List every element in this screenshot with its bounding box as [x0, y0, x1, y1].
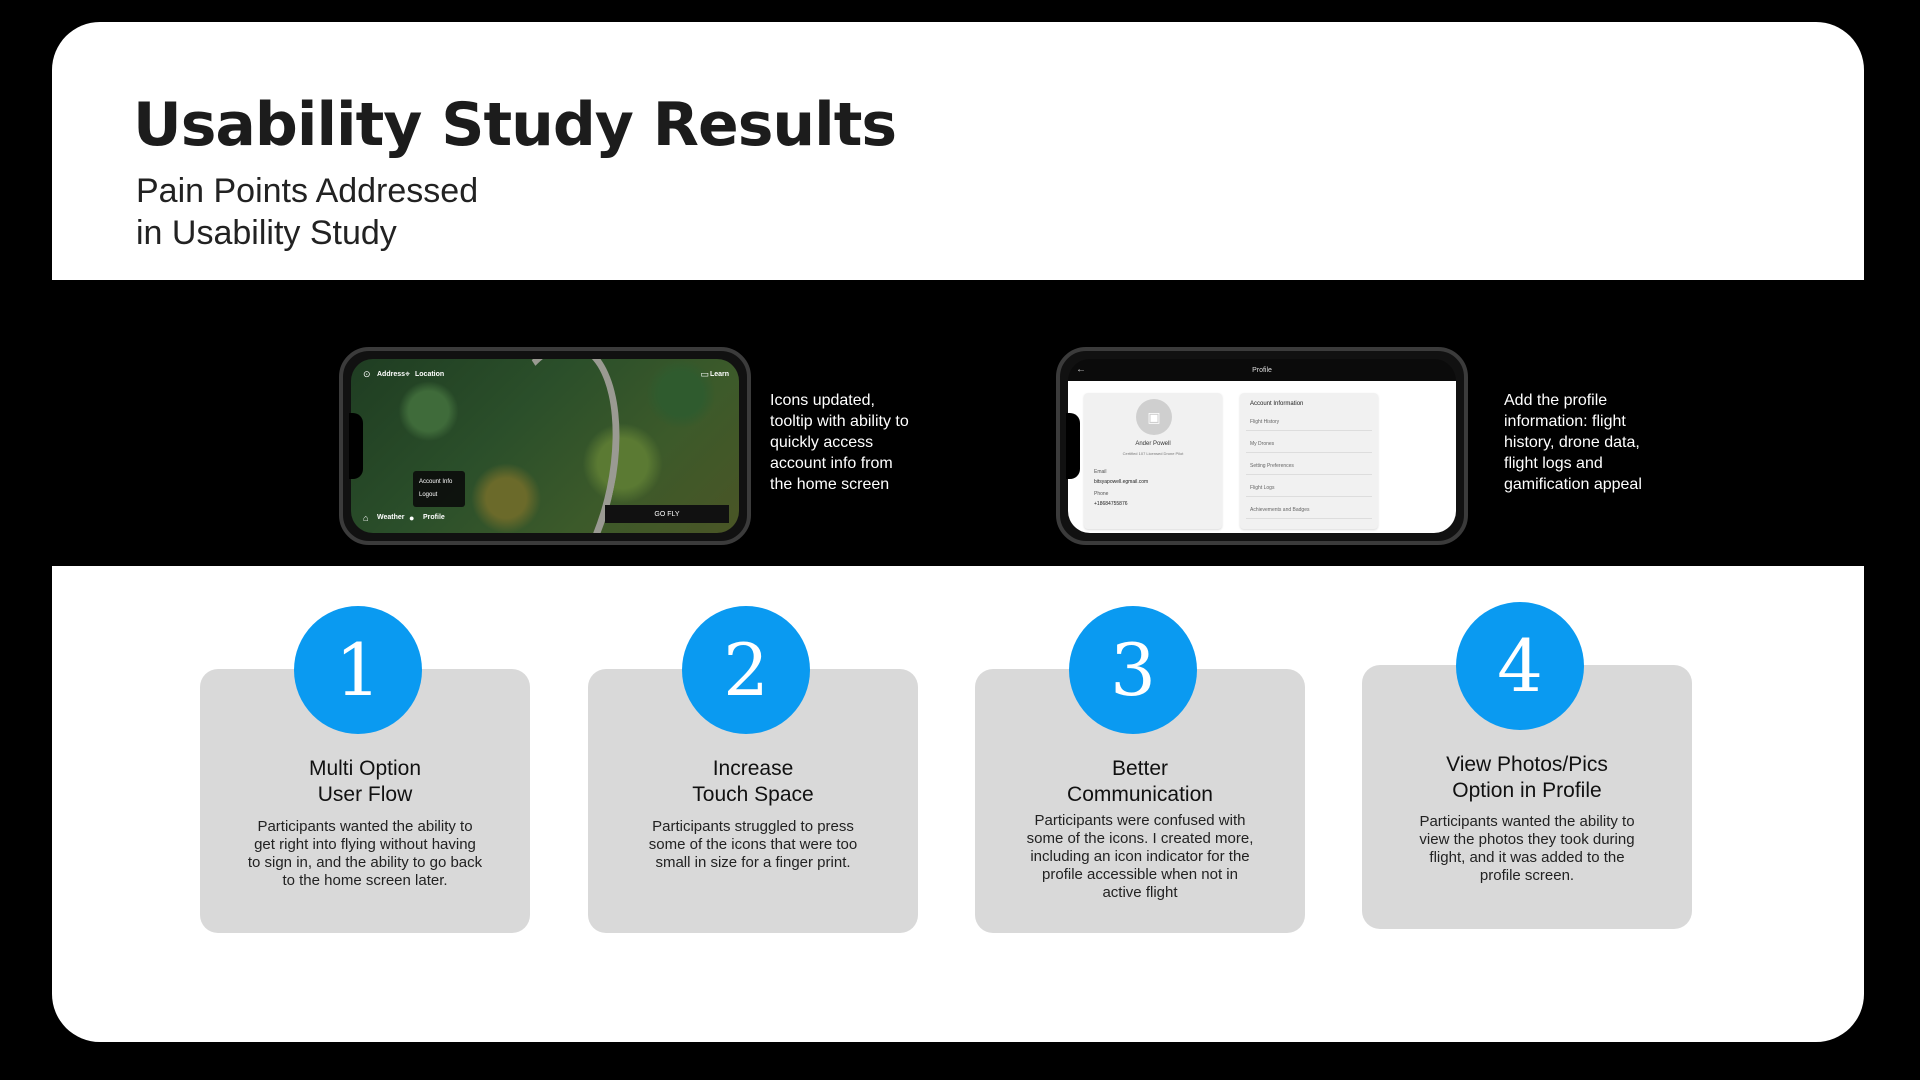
- tooltip-account-info[interactable]: Account Info: [419, 479, 453, 485]
- page-title: Usability Study Results: [133, 90, 897, 160]
- drone-location-icon[interactable]: ⌖: [405, 369, 411, 379]
- profile-certification: Certified 107 Licensed Drone Pilot: [1122, 451, 1184, 456]
- title-line: Touch Space: [692, 783, 814, 806]
- account-item-achievements[interactable]: Achievements and Badges: [1246, 501, 1372, 519]
- profile-screen: [1068, 359, 1456, 533]
- title-line: Option in Profile: [1452, 779, 1602, 802]
- body-line: Participants wanted the ability to: [1419, 813, 1635, 830]
- number-badge-1: 1: [294, 606, 422, 734]
- title-line: Better: [1111, 757, 1169, 780]
- address-label[interactable]: Address: [377, 371, 406, 378]
- back-arrow-icon[interactable]: ←: [1076, 364, 1086, 375]
- body-line: small in size for a finger print.: [655, 854, 851, 871]
- note-line: information: flight: [1504, 413, 1626, 430]
- body-line: to sign in, and the ability to go back: [247, 854, 483, 871]
- body-line: including an icon indicator for the: [1030, 848, 1250, 865]
- note-line: quickly access: [770, 434, 874, 451]
- note-line: the home screen: [770, 476, 890, 493]
- profile-mockup-note: [1504, 390, 1642, 495]
- body-line: some of the icons. I created more,: [1026, 830, 1254, 847]
- body-line: Participants struggled to press: [652, 818, 854, 835]
- body-line: Participants wanted the ability to: [257, 818, 473, 835]
- email-value: bitsyapowell.egmail.com: [1094, 479, 1149, 485]
- phone-notch: [1066, 413, 1080, 479]
- account-info-header: Account Information: [1250, 401, 1304, 407]
- title-line: Communication: [1067, 783, 1213, 806]
- note-line: Add the profile: [1504, 392, 1608, 409]
- body-line: view the photos they took during: [1419, 831, 1635, 848]
- pain-point-title-2: [588, 756, 918, 808]
- pain-point-title-1: [200, 756, 530, 808]
- body-line: active flight: [1102, 884, 1178, 901]
- title-line: User Flow: [317, 783, 413, 806]
- subtitle-line-2: in Usability Study: [136, 214, 397, 252]
- profile-name: Ander Powell: [1135, 441, 1171, 447]
- body-line: get right into flying without having: [254, 836, 476, 853]
- account-item-settings[interactable]: Setting Preferences: [1246, 457, 1372, 475]
- number-badge-4: 4: [1456, 602, 1584, 730]
- note-line: tooltip with ability to: [770, 413, 909, 430]
- page-subtitle: [136, 170, 478, 254]
- body-line: to the home screen later.: [282, 872, 448, 889]
- body-line: flight, and it was added to the: [1429, 849, 1625, 866]
- home-weather-icon[interactable]: ⌂: [363, 513, 369, 523]
- pain-point-title-4: [1362, 752, 1692, 804]
- body-line: profile accessible when not in: [1042, 866, 1238, 883]
- subtitle-line-1: Pain Points Addressed: [136, 172, 479, 210]
- note-line: Icons updated,: [770, 392, 875, 409]
- pain-point-body-2: [608, 818, 898, 872]
- note-line: history, drone data,: [1504, 434, 1640, 451]
- learn-label[interactable]: Learn: [709, 371, 729, 378]
- note-line: flight logs and: [1504, 455, 1603, 472]
- home-screen-mockup: [339, 347, 751, 545]
- profile-label[interactable]: Profile: [423, 514, 445, 521]
- number-badge-2: 2: [682, 606, 810, 734]
- slide-card: [52, 22, 1864, 1042]
- home-screen: [351, 359, 739, 533]
- pain-point-title-3: [975, 756, 1305, 808]
- title-line: View Photos/Pics: [1446, 753, 1608, 776]
- home-mockup-note: [770, 390, 909, 495]
- number-badge-3: 3: [1069, 606, 1197, 734]
- phone-label: Phone: [1094, 491, 1109, 497]
- title-line: Increase: [712, 757, 794, 780]
- title-line: Multi Option: [308, 757, 422, 780]
- pin-icon[interactable]: ⊙: [363, 369, 371, 379]
- profile-card: [1084, 393, 1222, 529]
- profile-screen-title: Profile: [1252, 366, 1272, 374]
- account-tooltip: [413, 471, 465, 507]
- account-item-flight-history[interactable]: Flight History: [1246, 413, 1372, 431]
- profile-topbar: [1068, 359, 1456, 381]
- note-line: gamification appeal: [1504, 476, 1642, 493]
- pain-point-body-3: [995, 812, 1285, 902]
- pain-point-body-1: [220, 818, 510, 890]
- mockups-band: [52, 280, 1864, 566]
- profile-screen-mockup: [1056, 347, 1468, 545]
- body-line: some of the icons that were too: [648, 836, 858, 853]
- account-info-card: [1240, 393, 1378, 529]
- tooltip-logout[interactable]: Logout: [419, 492, 438, 498]
- email-label: Email: [1094, 469, 1107, 475]
- account-item-my-drones[interactable]: My Drones: [1246, 435, 1372, 453]
- location-label[interactable]: Location: [415, 371, 445, 378]
- profile-icon[interactable]: ●: [409, 513, 415, 523]
- go-fly-button[interactable]: GO FLY: [605, 505, 729, 523]
- image-placeholder-icon[interactable]: ▣: [1136, 399, 1172, 435]
- body-line: Participants were confused with: [1034, 812, 1246, 829]
- weather-label[interactable]: Weather: [377, 514, 405, 521]
- account-item-flight-logs[interactable]: Flight Logs: [1246, 479, 1372, 497]
- phone-notch: [349, 413, 363, 479]
- map-book-icon[interactable]: ▭: [700, 369, 709, 379]
- note-line: account info from: [770, 455, 893, 472]
- pain-point-body-4: [1382, 813, 1672, 885]
- phone-value: +18684755876: [1094, 501, 1128, 507]
- body-line: profile screen.: [1479, 867, 1575, 884]
- profile-body: [1068, 381, 1456, 533]
